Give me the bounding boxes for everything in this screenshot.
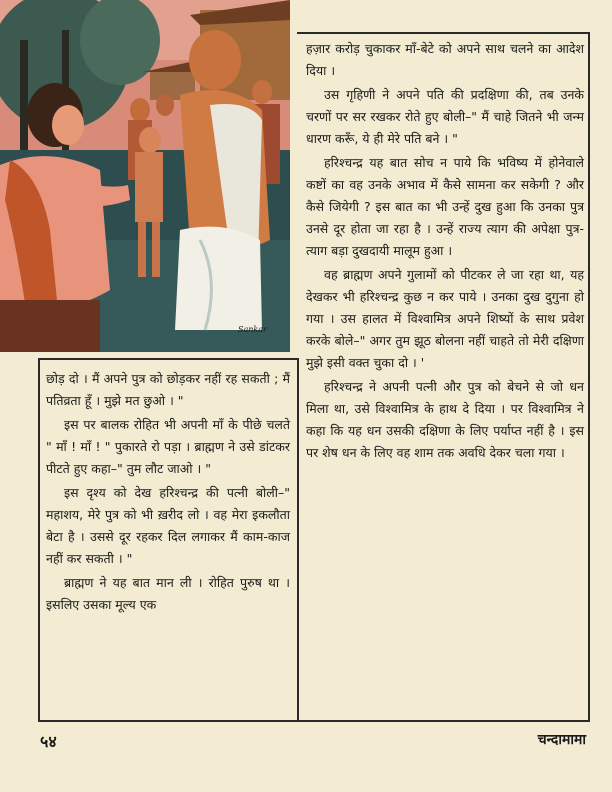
magazine-name: चन्दामामा [537,732,586,748]
paragraph: हरिश्चन्द्र ने अपनी पत्नी और पुत्र को बेचने से जो धन मिला था, उसे विश्वामित्र के हाथ दे दिया । पर विश्वामित्र ने कहा कि यह धन उसकी दक्षिणा के लिए पर्याप्त नहीं है । इस पर शेष धन के लिए वह शाम तक अवधि देकर चला गया । [306,379,584,460]
border-line [38,720,590,722]
paragraph: छोड़ दो । मैं अपने पुत्र को छोड़कर नहीं रह सकती ; मैं पतिव्रता हूँ । मुझे मत छुओ । " [46,371,290,408]
paragraph: ब्राह्मण ने यह बात मान ली । रोहित पुरुष था । इसलिए उसका मूल्य एक [46,575,290,612]
border-line [297,32,589,34]
paragraph: इस दृश्य को देख हरिश्चन्द्र की पत्नी बोली–" महाशय, मेरे पुत्र को भी ख़रीद लो । वह मेरा इकलौता बेटा है । उससे दूर रहकर दिल लगाकर मैं काम-काज नहीं कर सकती । " [46,485,290,566]
paragraph: वह ब्राह्मण अपने गुलामों को पीटकर ले जा रहा था, यह देखकर भी हरिश्चन्द्र कुछ न कर पाये । उनका दुख दुगुना हो गया । उस हालत में विश्वामित्र अपने शिष्यों के साथ प्रवेश करके बोले–" अगर तुम झूठ बोलना नहीं चाहते तो मेरी दक्षिणा मुझे इसी वक्त चुका दो । ' [306,267,584,370]
illustration-art [0,0,290,352]
paragraph: हरिश्चन्द्र यह बात सोच न पाये कि भविष्य में होनेवाले कष्टों का वह उनके अभाव में कैसे सामना कर सकेगी ? और कैसे जियेगी ? इस बात का भी उन्हें दुख हुआ कि उनका पुत्र उनसे दूर होता जा रहा है । उन्हें राज्य त्याग की अपेक्षा पुत्र-त्याग बड़ा दुखदायी मालूम हुआ । [306,155,584,258]
artist-signature: Sankar [238,325,267,334]
paragraph: उस गृहिणी ने अपने पति की प्रदक्षिणा की, तब उनके चरणों पर सर रखकर रोते हुए बोली–" मैं चाहे जितने भी जन्म धारण करूँ, ये ही मेरे पति बने । " [306,87,584,146]
right-text-column [306,38,584,466]
story-illustration [0,0,290,352]
page-number: ५४ [40,732,57,751]
left-text-column [46,368,290,618]
border-line [38,358,298,360]
column-divider [297,358,299,720]
paragraph: इस पर बालक रोहित भी अपनी माँ के पीछे चलते " माँ ! माँ ! " पुकारते रो पड़ा । ब्राह्मण ने उसे डांटकर पीटते हुए कहा–" तुम लौट जाओ । " [46,417,290,476]
border-line [38,358,40,720]
border-line [588,32,590,722]
paragraph: हज़ार करोड़ चुकाकर माँ-बेटे को अपने साथ चलने का आदेश दिया । [306,41,584,78]
